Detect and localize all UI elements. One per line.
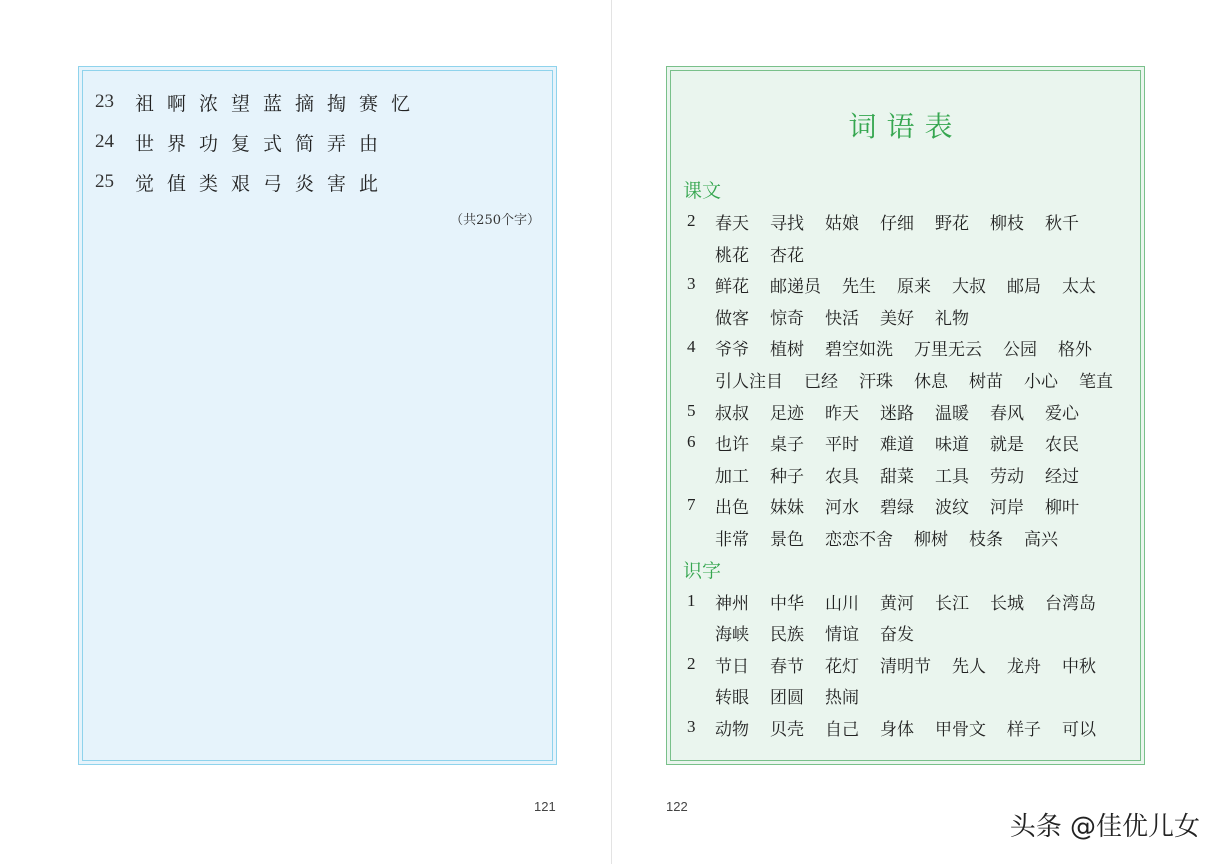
vocabulary-word: 自己	[825, 719, 859, 740]
vocabulary-word: 鲜花	[715, 276, 749, 297]
vocabulary-line	[687, 712, 1138, 742]
vocabulary-word: 农民	[1045, 434, 1079, 455]
vocabulary-word: 叔叔	[715, 403, 749, 424]
vocabulary-word: 快活	[825, 308, 859, 329]
vocabulary-line	[687, 206, 1138, 236]
vocabulary-word: 中秋	[1062, 656, 1096, 677]
lesson-number: 3	[687, 717, 696, 736]
vocabulary-word: 长城	[990, 593, 1024, 614]
vocabulary-line	[687, 490, 1138, 520]
vocabulary-word: 高兴	[1024, 529, 1058, 550]
vocabulary-line	[687, 332, 1138, 362]
vocabulary-word: 海峡	[715, 624, 749, 645]
vocabulary-line	[687, 269, 1138, 299]
vocabulary-word: 非常	[715, 529, 749, 550]
vocabulary-word: 植树	[770, 339, 804, 360]
vocabulary-line	[687, 427, 1138, 457]
vocabulary-word: 甲骨文	[935, 719, 986, 740]
vocabulary-word: 温暖	[935, 403, 969, 424]
vocabulary-word: 妹妹	[770, 497, 804, 518]
vocabulary-word: 动物	[715, 719, 749, 740]
book-spine	[611, 0, 612, 864]
vocabulary-word: 黄河	[880, 593, 914, 614]
vocabulary-word: 民族	[770, 624, 804, 645]
character: 由	[359, 132, 379, 155]
vocabulary-word: 秋千	[1045, 213, 1079, 234]
vocabulary-word: 已经	[804, 371, 838, 392]
vocabulary-word: 引人注目	[715, 371, 783, 392]
vocabulary-word: 邮局	[1007, 276, 1041, 297]
section-heading: 识字	[683, 559, 722, 582]
vocabulary-word: 山川	[825, 593, 859, 614]
total-count-note: （共250个字）	[450, 213, 540, 228]
vocabulary-word: 中华	[770, 593, 804, 614]
vocabulary-word: 台湾岛	[1045, 593, 1096, 614]
vocabulary-word: 神州	[715, 593, 749, 614]
vocabulary-word: 礼物	[935, 308, 969, 329]
character: 界	[167, 132, 187, 155]
vocabulary-word: 杏花	[770, 245, 804, 266]
vocabulary-word: 难道	[880, 434, 914, 455]
vocabulary-word: 万里无云	[914, 339, 982, 360]
vocabulary-word: 样子	[1007, 719, 1041, 740]
vocabulary-word: 柳叶	[1045, 497, 1079, 518]
character: 望	[231, 92, 251, 115]
vocabulary-word: 春天	[715, 213, 749, 234]
character: 觉	[135, 172, 155, 195]
character: 摘	[295, 92, 315, 115]
character: 弄	[327, 132, 347, 155]
vocabulary-word: 公园	[1003, 339, 1037, 360]
character: 祖	[135, 92, 155, 115]
vocabulary-word: 碧空如洗	[825, 339, 893, 360]
vocabulary-word: 迷路	[880, 403, 914, 424]
vocabulary-word: 奋发	[880, 624, 914, 645]
vocabulary-word: 昨天	[825, 403, 859, 424]
character: 炎	[295, 172, 315, 195]
vocabulary-word: 美好	[880, 308, 914, 329]
vocabulary-word: 汗珠	[859, 371, 893, 392]
character: 掏	[327, 92, 347, 115]
vocabulary-word: 爱心	[1045, 403, 1079, 424]
lesson-number: 24	[95, 131, 114, 152]
vocabulary-word: 长江	[935, 593, 969, 614]
vocabulary-word: 情谊	[825, 624, 859, 645]
vocabulary-word: 出色	[715, 497, 749, 518]
vocabulary-word: 邮递员	[770, 276, 821, 297]
vocabulary-word: 树苗	[969, 371, 1003, 392]
character: 啊	[167, 92, 187, 115]
vocabulary-word: 做客	[715, 308, 749, 329]
vocabulary-line	[687, 522, 1138, 552]
vocabulary-line	[687, 617, 1138, 647]
vocabulary-word: 原来	[897, 276, 931, 297]
lesson-number: 1	[687, 591, 696, 610]
vocabulary-word: 春风	[990, 403, 1024, 424]
vocabulary-word: 甜菜	[880, 466, 914, 487]
vocabulary-panel	[666, 66, 1145, 765]
vocabulary-word: 可以	[1062, 719, 1096, 740]
page-number-right: 122	[666, 799, 688, 814]
vocabulary-word: 转眼	[715, 687, 749, 708]
vocabulary-word: 枝条	[969, 529, 1003, 550]
character: 复	[231, 132, 251, 155]
vocabulary-word: 就是	[990, 434, 1024, 455]
vocabulary-word: 桌子	[770, 434, 804, 455]
vocabulary-word: 味道	[935, 434, 969, 455]
lesson-number: 7	[687, 495, 696, 514]
lesson-number: 5	[687, 401, 696, 420]
character: 值	[167, 172, 187, 195]
character: 浓	[199, 92, 219, 115]
vocabulary-word: 经过	[1045, 466, 1079, 487]
vocabulary-word: 太太	[1062, 276, 1096, 297]
character-row	[95, 167, 391, 197]
vocabulary-word: 身体	[880, 719, 914, 740]
character: 蓝	[263, 92, 283, 115]
vocabulary-word: 柳树	[914, 529, 948, 550]
character: 简	[295, 132, 315, 155]
character: 世	[135, 132, 155, 155]
character: 弓	[263, 172, 283, 195]
vocabulary-word: 野花	[935, 213, 969, 234]
character-row	[95, 127, 391, 157]
vocabulary-word: 工具	[935, 466, 969, 487]
watermark: 头条 @佳优儿女	[1009, 812, 1200, 842]
vocabulary-word: 爷爷	[715, 339, 749, 360]
vocabulary-word: 也许	[715, 434, 749, 455]
vocabulary-word: 恋恋不舍	[825, 529, 893, 550]
vocabulary-word: 大叔	[952, 276, 986, 297]
vocabulary-word: 碧绿	[880, 497, 914, 518]
vocabulary-word: 笔直	[1079, 371, 1113, 392]
character-list-panel	[78, 66, 557, 765]
vocabulary-word: 节日	[715, 656, 749, 677]
vocabulary-word: 格外	[1058, 339, 1092, 360]
vocabulary-word: 春节	[770, 656, 804, 677]
vocabulary-word: 龙舟	[1007, 656, 1041, 677]
character: 忆	[391, 92, 411, 115]
character-list	[135, 129, 391, 156]
page-number-left: 121	[534, 799, 556, 814]
vocabulary-word: 姑娘	[825, 213, 859, 234]
vocabulary-word: 河水	[825, 497, 859, 518]
character: 赛	[359, 92, 379, 115]
vocabulary-word: 先生	[842, 276, 876, 297]
vocabulary-word: 热闹	[825, 687, 859, 708]
vocabulary-word: 小心	[1024, 371, 1058, 392]
vocabulary-word: 清明节	[880, 656, 931, 677]
vocabulary-word: 农具	[825, 466, 859, 487]
vocabulary-word: 先人	[952, 656, 986, 677]
character: 功	[199, 132, 219, 155]
character: 式	[263, 132, 283, 155]
lesson-number: 4	[687, 337, 696, 356]
vocabulary-line	[687, 459, 1138, 489]
vocabulary-line	[687, 301, 1138, 331]
character: 害	[327, 172, 347, 195]
lesson-number: 2	[687, 211, 696, 230]
lesson-number: 23	[95, 91, 114, 112]
lesson-number: 25	[95, 171, 114, 192]
character: 艰	[231, 172, 251, 195]
vocabulary-line	[687, 364, 1138, 394]
vocabulary-word: 加工	[715, 466, 749, 487]
character-list	[135, 89, 423, 116]
character: 类	[199, 172, 219, 195]
character-row	[95, 87, 423, 117]
vocabulary-word: 团圆	[770, 687, 804, 708]
vocabulary-word: 仔细	[880, 213, 914, 234]
vocabulary-title: 词语表	[848, 110, 963, 143]
vocabulary-word: 景色	[770, 529, 804, 550]
section-heading: 课文	[683, 180, 722, 202]
character-list	[135, 169, 391, 196]
vocabulary-word: 劳动	[990, 466, 1024, 487]
vocabulary-line	[687, 649, 1138, 679]
vocabulary-word: 休息	[914, 371, 948, 392]
vocabulary-word: 寻找	[770, 213, 804, 234]
vocabulary-word: 河岸	[990, 497, 1024, 518]
vocabulary-word: 波纹	[935, 497, 969, 518]
vocabulary-word: 平时	[825, 434, 859, 455]
vocabulary-line	[687, 586, 1138, 616]
vocabulary-line	[687, 238, 1138, 268]
vocabulary-word: 种子	[770, 466, 804, 487]
vocabulary-word: 贝壳	[770, 719, 804, 740]
lesson-number: 3	[687, 274, 696, 293]
vocabulary-line	[687, 680, 1138, 710]
vocabulary-line	[687, 396, 1138, 426]
lesson-number: 2	[687, 654, 696, 673]
vocabulary-word: 柳枝	[990, 213, 1024, 234]
vocabulary-word: 足迹	[770, 403, 804, 424]
lesson-number: 6	[687, 432, 696, 451]
vocabulary-word: 花灯	[825, 656, 859, 677]
vocabulary-word: 惊奇	[770, 308, 804, 329]
vocabulary-word: 桃花	[715, 245, 749, 266]
character: 此	[359, 172, 379, 195]
